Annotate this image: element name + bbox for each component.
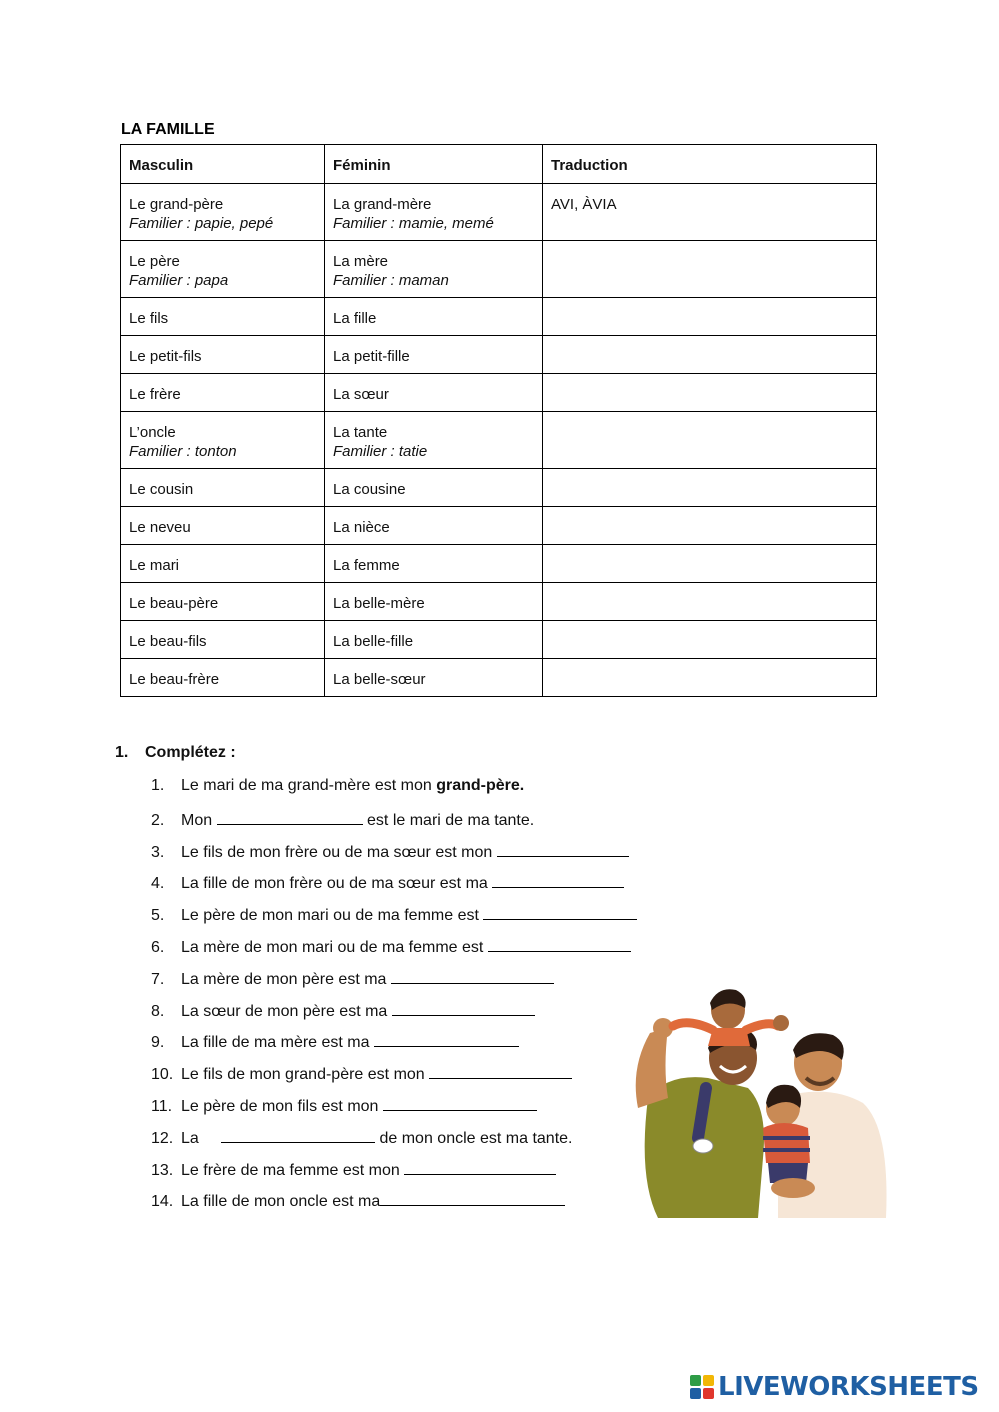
list-item: 3. Le fils de mon frère ou de ma sœur est mon <box>151 839 637 871</box>
feminin-cell: La belle-fille <box>325 621 543 659</box>
answer-blank[interactable] <box>404 1157 556 1175</box>
table-row <box>121 336 877 374</box>
liveworksheets-logo <box>689 1371 979 1403</box>
answer-blank[interactable] <box>392 998 535 1016</box>
traduction-cell[interactable] <box>543 507 877 545</box>
traduction-cell[interactable] <box>543 298 877 336</box>
list-item: 14. La fille de mon oncle est ma <box>151 1188 637 1220</box>
table-row <box>121 184 877 241</box>
liveworksheets-logo-icon <box>689 1374 715 1400</box>
table-row <box>121 241 877 298</box>
answer-blank[interactable] <box>488 934 631 952</box>
masculin-cell: Le père Familier : papa <box>121 241 325 298</box>
feminin-cell: La nièce <box>325 507 543 545</box>
masculin-cell: Le cousin <box>121 469 325 507</box>
traduction-cell[interactable] <box>543 374 877 412</box>
table-row <box>121 659 877 697</box>
feminin-cell: La femme <box>325 545 543 583</box>
example-answer: grand-père. <box>436 777 525 794</box>
table-row <box>121 298 877 336</box>
table-header-row <box>121 145 877 184</box>
exercise-number: 1. <box>115 744 129 761</box>
answer-blank[interactable] <box>492 870 624 888</box>
answer-blank[interactable] <box>217 807 363 825</box>
exercise-title: Complétez : <box>145 744 236 761</box>
feminin-cell: La grand-mère Familier : mamie, memé <box>325 184 543 241</box>
feminin-cell: La sœur <box>325 374 543 412</box>
list-item: 7. La mère de mon père est ma <box>151 966 637 998</box>
feminin-cell: La petit-fille <box>325 336 543 374</box>
sentence-list <box>151 775 637 1220</box>
feminin-cell: La tante Familier : tatie <box>325 412 543 469</box>
feminin-cell: La fille <box>325 298 543 336</box>
answer-blank[interactable] <box>374 1029 519 1047</box>
answer-blank[interactable] <box>380 1188 565 1206</box>
header-feminin: Féminin <box>325 145 543 184</box>
answer-blank[interactable] <box>383 1093 537 1111</box>
list-item: 9. La fille de ma mère est ma <box>151 1029 637 1061</box>
list-item: 6. La mère de mon mari ou de ma femme est <box>151 934 637 966</box>
traduction-cell[interactable]: AVI, ÀVIA <box>543 184 877 241</box>
table-row <box>121 583 877 621</box>
list-item: 2. Mon est le mari de ma tante. <box>151 807 637 839</box>
list-item: 12. La de mon oncle est ma tante. <box>151 1125 637 1157</box>
answer-blank[interactable] <box>483 902 637 920</box>
masculin-cell: Le mari <box>121 545 325 583</box>
exercise-heading <box>115 744 236 762</box>
masculin-cell: Le beau-frère <box>121 659 325 697</box>
traduction-cell[interactable] <box>543 241 877 298</box>
answer-blank[interactable] <box>429 1061 572 1079</box>
feminin-cell: La cousine <box>325 469 543 507</box>
masculin-cell: Le grand-père Familier : papie, pepé <box>121 184 325 241</box>
feminin-cell: La belle-mère <box>325 583 543 621</box>
list-item: 4. La fille de mon frère ou de ma sœur est ma <box>151 870 637 902</box>
feminin-cell: La mère Familier : maman <box>325 241 543 298</box>
answer-blank[interactable] <box>221 1125 375 1143</box>
header-masculin: Masculin <box>121 145 325 184</box>
table-row <box>121 412 877 469</box>
masculin-cell: L’oncle Familier : tonton <box>121 412 325 469</box>
answer-blank[interactable] <box>391 966 554 984</box>
traduction-cell[interactable] <box>543 469 877 507</box>
masculin-cell: Le beau-père <box>121 583 325 621</box>
traduction-cell[interactable] <box>543 659 877 697</box>
table-row <box>121 374 877 412</box>
list-item: 13. Le frère de ma femme est mon <box>151 1157 637 1189</box>
liveworksheets-logo-text: LIVEWORKSHEETS <box>718 1372 979 1402</box>
answer-blank[interactable] <box>497 839 629 857</box>
list-item: 8. La sœur de mon père est ma <box>151 998 637 1030</box>
table-row <box>121 621 877 659</box>
page-title: LA FAMILLE <box>121 121 215 138</box>
traduction-cell[interactable] <box>543 412 877 469</box>
feminin-cell: La belle-sœur <box>325 659 543 697</box>
masculin-cell: Le petit-fils <box>121 336 325 374</box>
list-item: 5. Le père de mon mari ou de ma femme est <box>151 902 637 934</box>
list-item: 10. Le fils de mon grand-père est mon <box>151 1061 637 1093</box>
traduction-cell[interactable] <box>543 545 877 583</box>
list-item: 1. Le mari de ma grand-mère est mon grand-père. <box>151 777 525 794</box>
family-illustration-icon <box>628 978 894 1223</box>
table-row <box>121 469 877 507</box>
traduction-cell[interactable] <box>543 336 877 374</box>
traduction-cell[interactable] <box>543 621 877 659</box>
vocabulary-table <box>120 144 877 697</box>
masculin-cell: Le fils <box>121 298 325 336</box>
header-traduction: Traduction <box>543 145 877 184</box>
list-item: 11. Le père de mon fils est mon <box>151 1093 637 1125</box>
table-row <box>121 507 877 545</box>
masculin-cell: Le beau-fils <box>121 621 325 659</box>
traduction-cell[interactable] <box>543 583 877 621</box>
masculin-cell: Le frère <box>121 374 325 412</box>
table-row <box>121 545 877 583</box>
masculin-cell: Le neveu <box>121 507 325 545</box>
